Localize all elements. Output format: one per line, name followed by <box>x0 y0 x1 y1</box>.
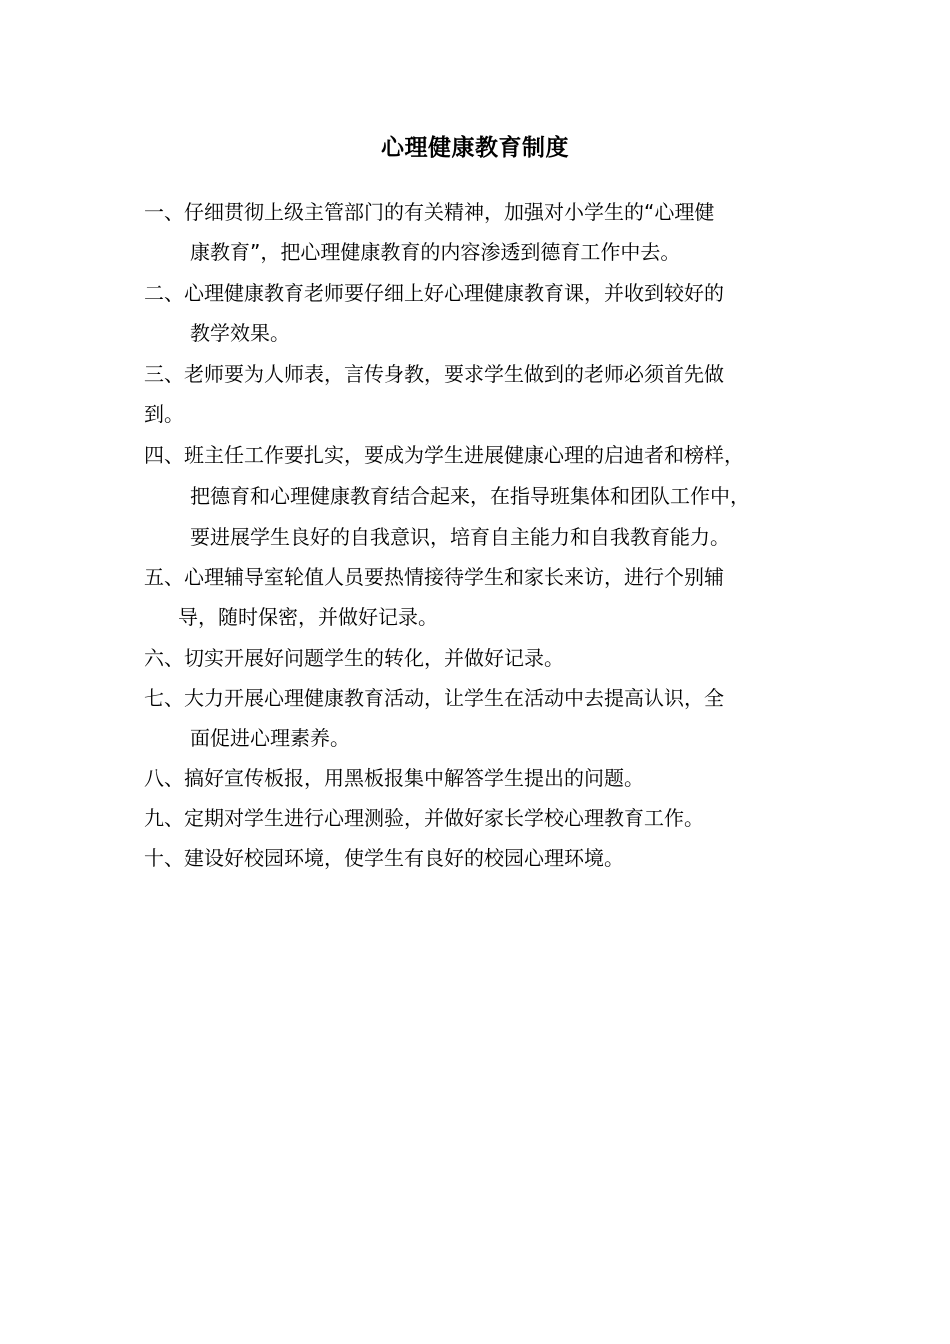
item-text-line: 定期对学生进行心理测验，并做好家长学校心理教育工作。 <box>184 806 704 830</box>
item-text-line: 要进展学生良好的自我意识，培育自主能力和自我教育能力。 <box>190 525 730 549</box>
item-marker: 八、 <box>144 766 184 790</box>
list-item-1 <box>144 192 824 232</box>
list-item-7 <box>144 678 824 718</box>
document-title: 心理健康教育制度 <box>381 135 569 161</box>
item-text-line: 康教育”，把心理健康教育的内容渗透到德育工作中去。 <box>190 240 681 264</box>
item-marker: 一、 <box>144 200 184 224</box>
item-marker: 二、 <box>144 281 184 305</box>
item-text-line: 班主任工作要扎实，要成为学生进展健康心理的启迪者和榜样， <box>184 443 744 467</box>
item-text-line: 心理健康教育老师要仔细上好心理健康教育课，并收到较好的 <box>184 281 724 305</box>
item-marker: 三、 <box>144 362 184 386</box>
item-text-line: 心理辅导室轮值人员要热情接待学生和家长来访，进行个别辅 <box>184 565 724 589</box>
item-text-line: 到。 <box>144 402 184 426</box>
item-marker: 九、 <box>144 806 184 830</box>
item-marker: 七、 <box>144 686 184 710</box>
item-marker: 六、 <box>144 646 184 670</box>
item-marker: 十、 <box>144 846 184 870</box>
item-text-line: 教学效果。 <box>190 321 290 345</box>
list-item-5 <box>144 557 824 597</box>
item-text-line: 把德育和心理健康教育结合起来，在指导班集体和团队工作中， <box>190 484 750 508</box>
item-text-line: 仔细贯彻上级主管部门的有关精神，加强对小学生的“心理健 <box>184 200 715 224</box>
item-text-line: 面促进心理素养。 <box>190 726 350 750</box>
item-text-line: 老师要为人师表，言传身教，要求学生做到的老师必须首先做 <box>184 362 724 386</box>
list-item-4 <box>144 435 824 475</box>
item-text-line: 大力开展心理健康教育活动，让学生在活动中去提高认识，全 <box>184 686 724 710</box>
item-text-line: 导，随时保密，并做好记录。 <box>178 605 438 629</box>
list-item-2 <box>144 273 824 313</box>
item-marker: 四、 <box>144 443 184 467</box>
item-text-line: 搞好宣传板报，用黑板报集中解答学生提出的问题。 <box>184 766 644 790</box>
list-item-8 <box>144 758 824 798</box>
item-text-line: 切实开展好问题学生的转化，并做好记录。 <box>184 646 564 670</box>
list-item-3 <box>144 354 824 394</box>
list-item-6 <box>144 638 824 678</box>
item-text-line: 建设好校园环境，使学生有良好的校园心理环境。 <box>184 846 624 870</box>
list-item-10 <box>144 838 824 878</box>
list-item-9 <box>144 798 824 838</box>
item-marker: 五、 <box>144 565 184 589</box>
